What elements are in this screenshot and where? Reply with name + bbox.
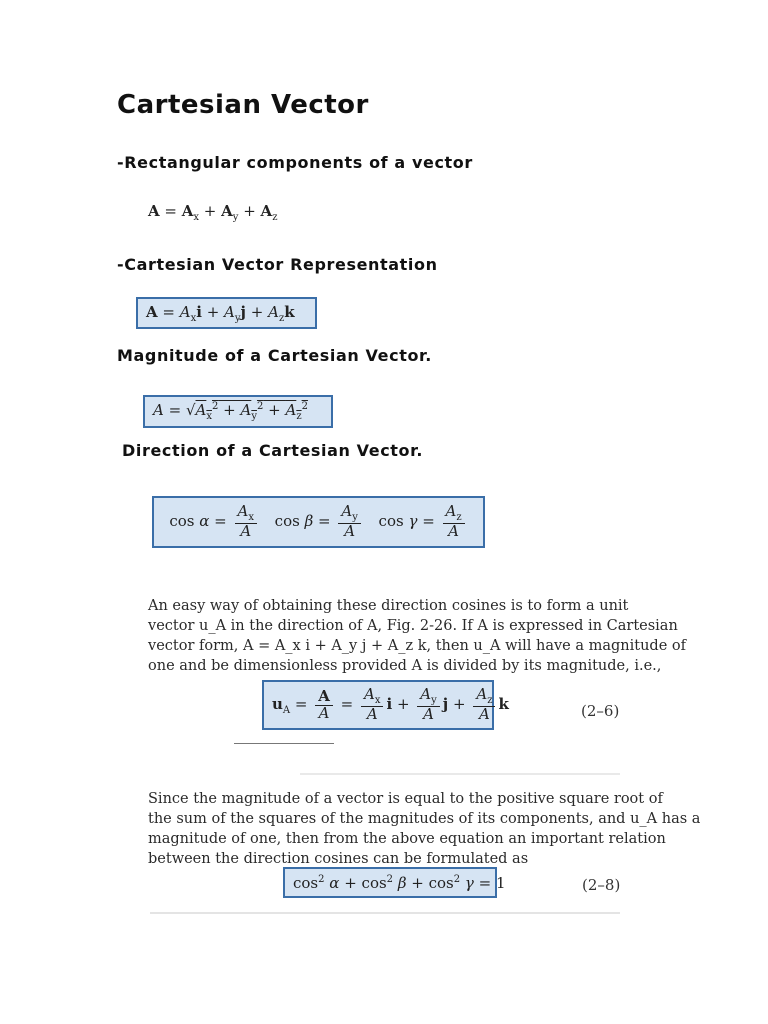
paragraph-line: vector form, A = A_x i + A_y j + A_z k, then u_A will have a magnitude of — [148, 638, 687, 654]
page-title: Cartesian Vector — [117, 90, 369, 120]
paragraph-line: between the direction cosines can be formulated as — [148, 851, 529, 867]
divider-line — [234, 743, 334, 744]
equation-cartesian-form: $A = A_xi + A_yj + A_zk$ — [136, 297, 317, 329]
paragraph-line: one and be dimensionless provided A is divided by its magnitude, i.e., — [148, 658, 662, 674]
paragraph-direction-cosines — [148, 789, 701, 869]
equation-number-2-8: (2–8) — [582, 876, 621, 894]
heading-rectangular-components: -Rectangular components of a vector — [117, 153, 473, 172]
equation-vector-sum: $A = A_x + A_y + A_z$ — [148, 202, 278, 223]
heading-direction: Direction of a Cartesian Vector. — [122, 441, 424, 460]
scan-artifact — [150, 912, 620, 914]
paragraph-line: An easy way of obtaining these direction cosines is to form a unit — [148, 598, 629, 614]
equation-unit-vector: $u_A$ = $\frac{A}{A}$ = $\frac{A_x}{A}$ i + $\frac{A_y}{A}$ j + $\frac{A_z}{A}$ k — [262, 680, 494, 730]
paragraph-line: Since the magnitude of a vector is equal to the positive square root of — [148, 791, 663, 807]
paragraph-unit-vector — [148, 596, 687, 676]
equation-number-2-6: (2–6) — [581, 702, 620, 720]
equation-cosine-identity: $\cos^2 \alpha + \cos^2 \beta + \cos^2 \gamma = 1$ — [283, 867, 497, 898]
paragraph-line: the sum of the squares of the magnitudes of its components, and u_A has a — [148, 811, 701, 827]
scan-artifact — [300, 773, 620, 775]
equation-magnitude: $A = √A_x^2 + A_y^2 + A_z^2$ — [143, 395, 333, 428]
paragraph-line: vector u_A in the direction of A, Fig. 2-26. If A is expressed in Cartesian — [148, 618, 678, 634]
heading-cartesian-representation: -Cartesian Vector Representation — [117, 255, 438, 274]
equation-direction-cosines: cos α = $\frac{A_x}{A}$ cos β = $\frac{A_y}{A}$ cos γ = $\frac{A_z}{A}$ — [152, 496, 485, 548]
heading-magnitude: Magnitude of a Cartesian Vector. — [117, 346, 432, 365]
paragraph-line: magnitude of one, then from the above equation an important relation — [148, 831, 666, 847]
